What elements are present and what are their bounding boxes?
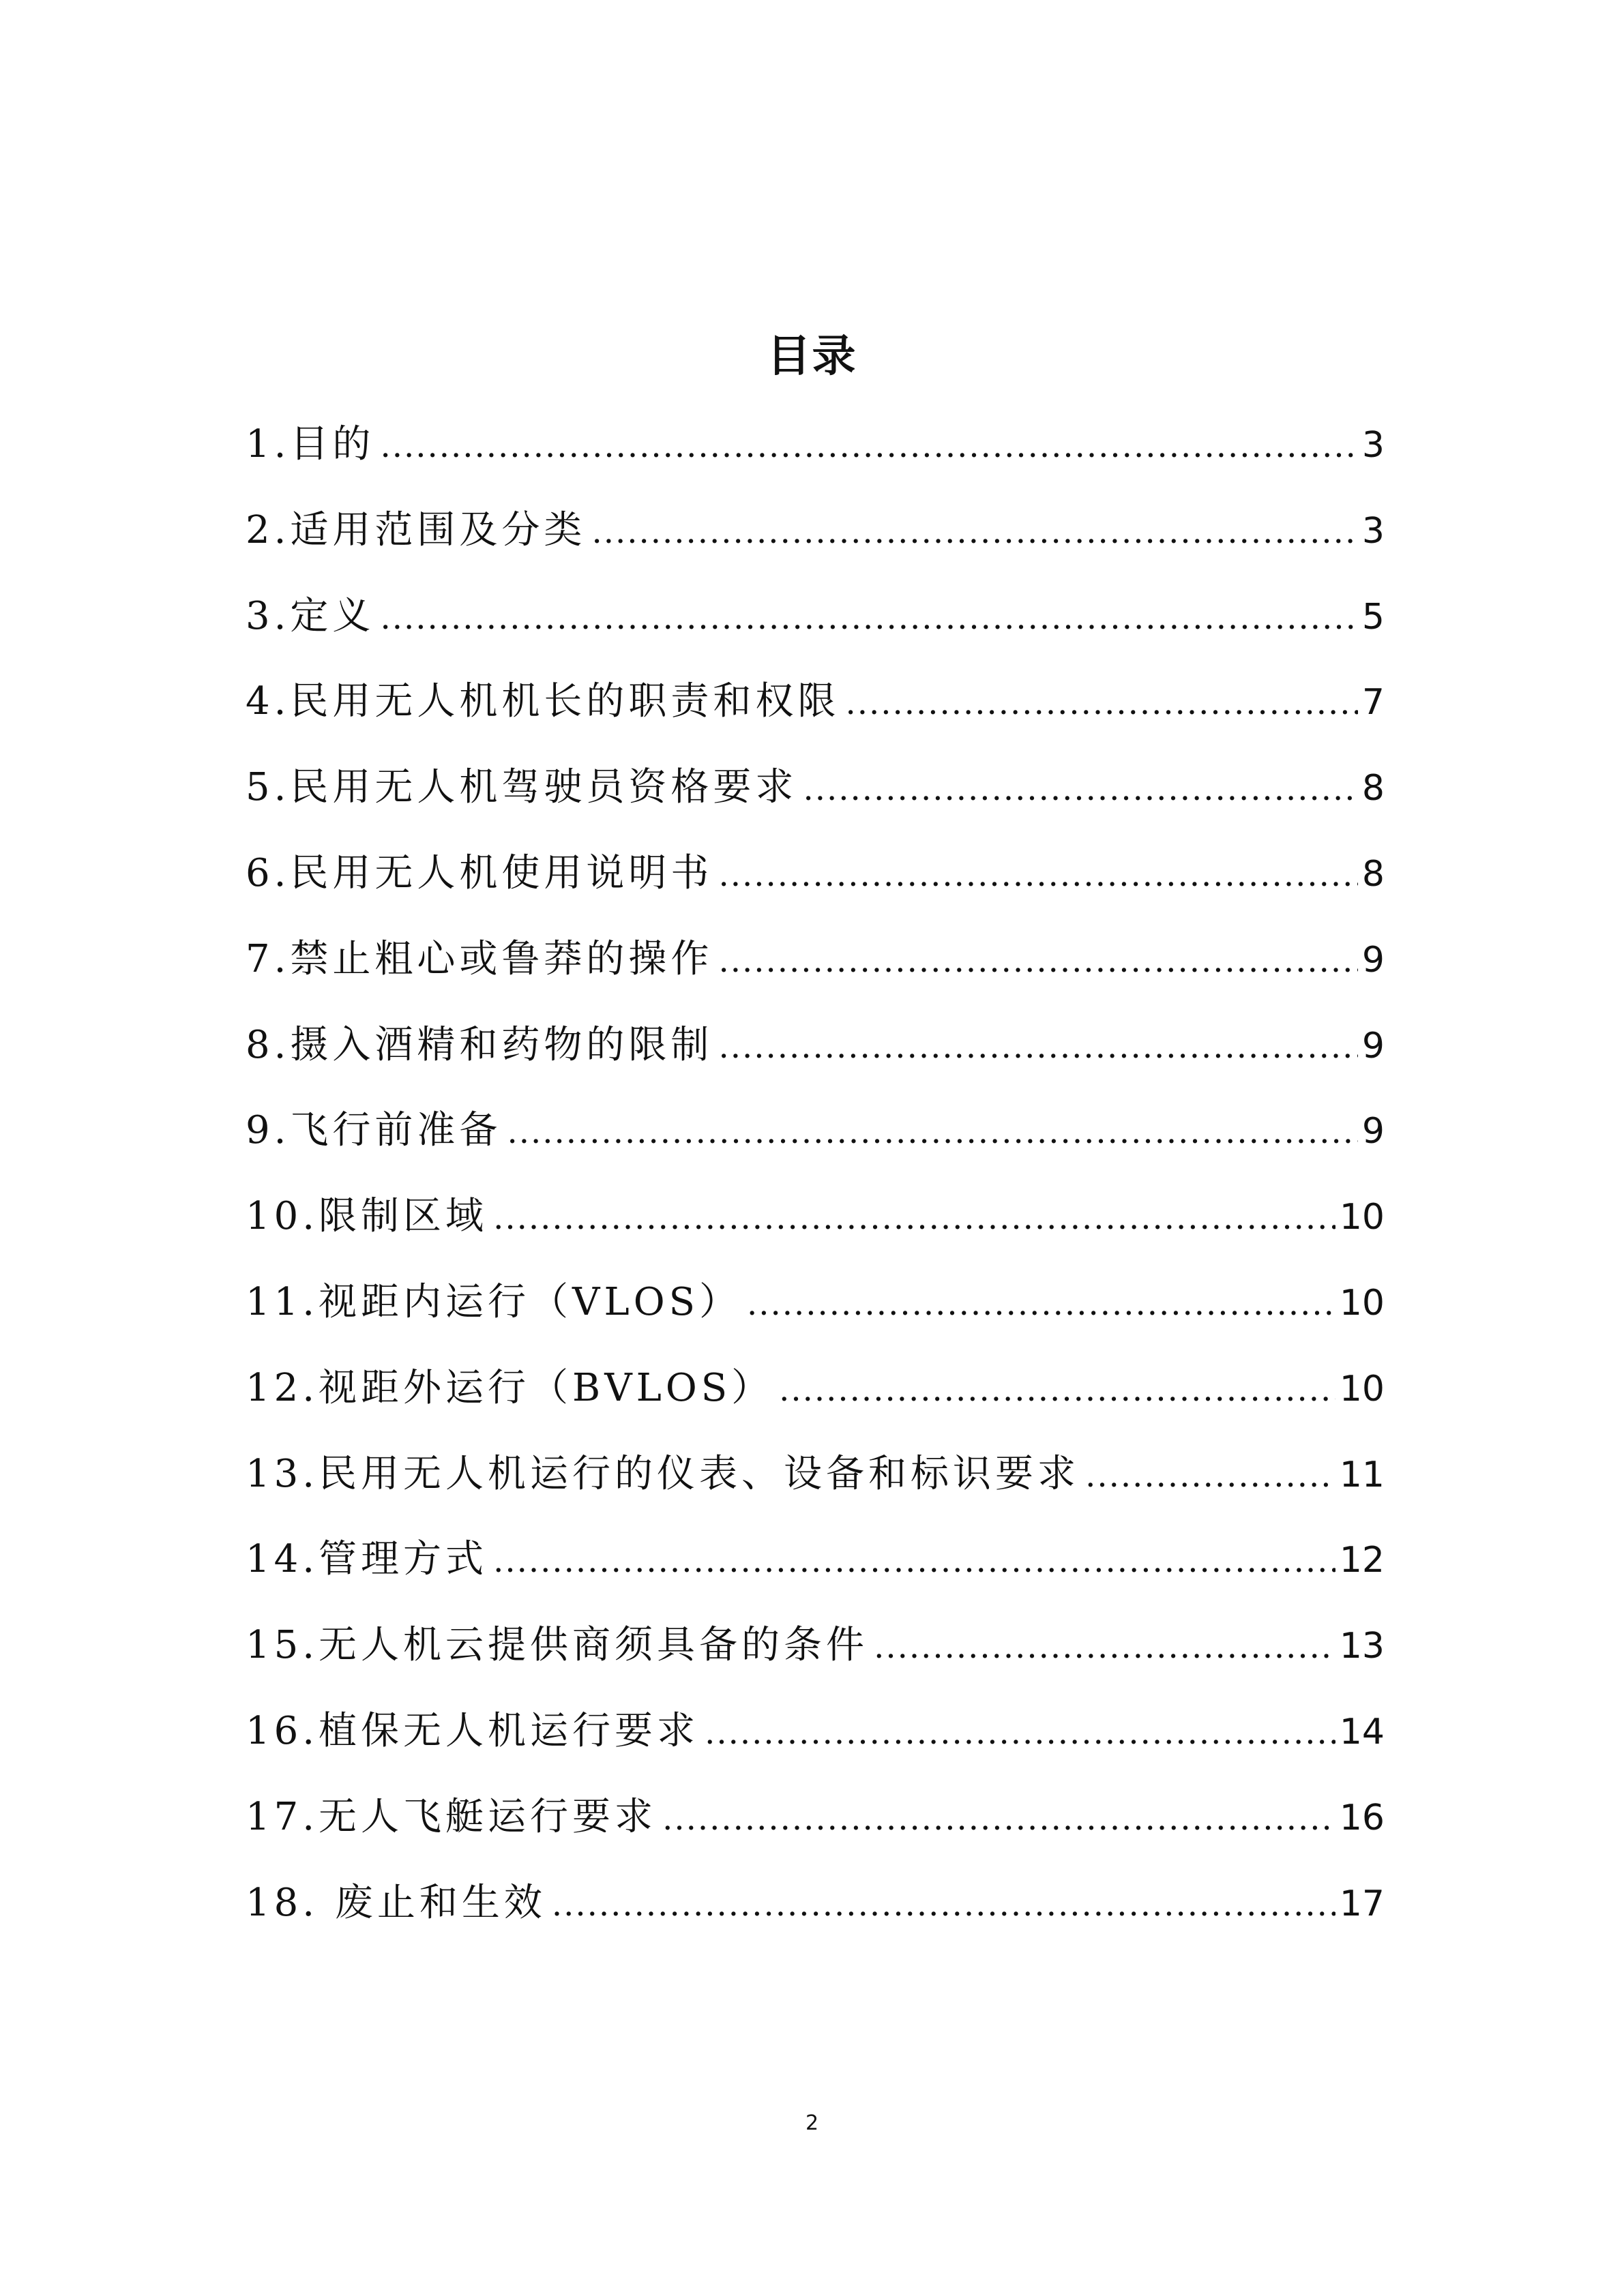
toc-entry-label: 6.民用无人机使用说明书	[246, 850, 713, 895]
toc-entry[interactable]	[246, 1447, 1385, 1533]
toc-dot-leader	[718, 848, 1357, 902]
toc-entry-label: 13.民用无人机运行的仪表、设备和标识要求	[246, 1451, 1080, 1496]
toc-entry[interactable]	[246, 1189, 1385, 1275]
toc-entry-page: 13	[1339, 1626, 1385, 1667]
toc-dot-leader	[718, 1019, 1357, 1074]
toc-dot-leader	[493, 1534, 1335, 1588]
toc-entry-label: 11.视距内运行（VLOS）	[246, 1279, 741, 1324]
toc-dot-leader	[1085, 1448, 1335, 1503]
toc-entry-label: 17.无人飞艇运行要求	[246, 1794, 658, 1839]
toc-entry-label: 1.目的	[246, 422, 375, 466]
table-of-contents	[246, 417, 1385, 1961]
toc-entry[interactable]	[246, 1361, 1385, 1447]
toc-entry-page: 14	[1339, 1711, 1385, 1753]
toc-entry[interactable]	[246, 1618, 1385, 1704]
toc-entry[interactable]	[246, 1103, 1385, 1189]
toc-entry-label: 14.管理方式	[246, 1537, 488, 1582]
toc-entry-page: 9	[1361, 1111, 1385, 1152]
toc-dot-leader	[380, 591, 1357, 645]
toc-entry-page: 7	[1361, 682, 1385, 724]
toc-entry-label: 10.限制区域	[246, 1194, 488, 1239]
toc-entry-label: 9.飞行前准备	[246, 1108, 502, 1153]
toc-entry[interactable]	[246, 674, 1385, 760]
toc-entry-label: 8.摄入酒精和药物的限制	[246, 1022, 713, 1067]
toc-title: 目录	[767, 331, 857, 382]
toc-entry-label: 2.适用范围及分类	[246, 507, 587, 552]
toc-entry[interactable]	[246, 1275, 1385, 1361]
toc-entry[interactable]	[246, 1704, 1385, 1790]
toc-entry-label: 16.植保无人机运行要求	[246, 1708, 700, 1753]
toc-dot-leader	[552, 1877, 1335, 1932]
toc-entry[interactable]	[246, 1790, 1385, 1876]
toc-entry-page: 12	[1339, 1540, 1385, 1581]
toc-dot-leader	[874, 1620, 1335, 1674]
toc-entry-page: 8	[1361, 853, 1385, 895]
toc-dot-leader	[845, 676, 1357, 730]
toc-dot-leader	[779, 1362, 1335, 1417]
toc-entry[interactable]	[246, 1876, 1385, 1962]
toc-entry-page: 10	[1339, 1282, 1385, 1324]
toc-entry-page: 10	[1339, 1197, 1385, 1238]
toc-entry-page: 8	[1361, 768, 1385, 809]
page-number: 2	[805, 2111, 819, 2135]
toc-entry[interactable]	[246, 503, 1385, 589]
toc-dot-leader	[507, 1105, 1357, 1159]
toc-dot-leader	[591, 505, 1357, 559]
toc-entry-label: 3.定义	[246, 593, 375, 638]
toc-entry-page: 3	[1361, 510, 1385, 552]
toc-entry-label: 4.民用无人机机长的职责和权限	[246, 679, 840, 724]
toc-entry-label: 18. 废止和生效	[246, 1880, 546, 1925]
toc-entry[interactable]	[246, 932, 1385, 1018]
toc-entry-label: 7.禁止粗心或鲁莽的操作	[246, 936, 713, 981]
toc-entry-label: 5.民用无人机驾驶员资格要求	[246, 765, 798, 810]
toc-entry-label: 12.视距外运行（BVLOS）	[246, 1365, 774, 1410]
toc-entry-page: 17	[1339, 1883, 1385, 1924]
toc-entry-page: 3	[1361, 425, 1385, 466]
toc-dot-leader	[493, 1191, 1335, 1245]
toc-dot-leader	[718, 934, 1357, 988]
toc-entry[interactable]	[246, 760, 1385, 846]
toc-dot-leader	[662, 1791, 1335, 1846]
toc-entry-page: 10	[1339, 1368, 1385, 1410]
toc-entry[interactable]	[246, 417, 1385, 503]
toc-dot-leader	[803, 762, 1357, 816]
toc-entry[interactable]	[246, 846, 1385, 932]
toc-entry[interactable]	[246, 1532, 1385, 1618]
toc-entry[interactable]	[246, 589, 1385, 675]
toc-entry-page: 11	[1339, 1454, 1385, 1495]
toc-entry-label: 15.无人机云提供商须具备的条件	[246, 1623, 869, 1668]
toc-dot-leader	[705, 1705, 1335, 1760]
toc-entry-page: 9	[1361, 1025, 1385, 1067]
toc-dot-leader	[747, 1277, 1335, 1331]
toc-entry-page: 16	[1339, 1797, 1385, 1838]
toc-entry-page: 9	[1361, 939, 1385, 981]
toc-dot-leader	[380, 419, 1357, 473]
toc-entry-page: 5	[1361, 596, 1385, 638]
toc-entry[interactable]	[246, 1018, 1385, 1104]
